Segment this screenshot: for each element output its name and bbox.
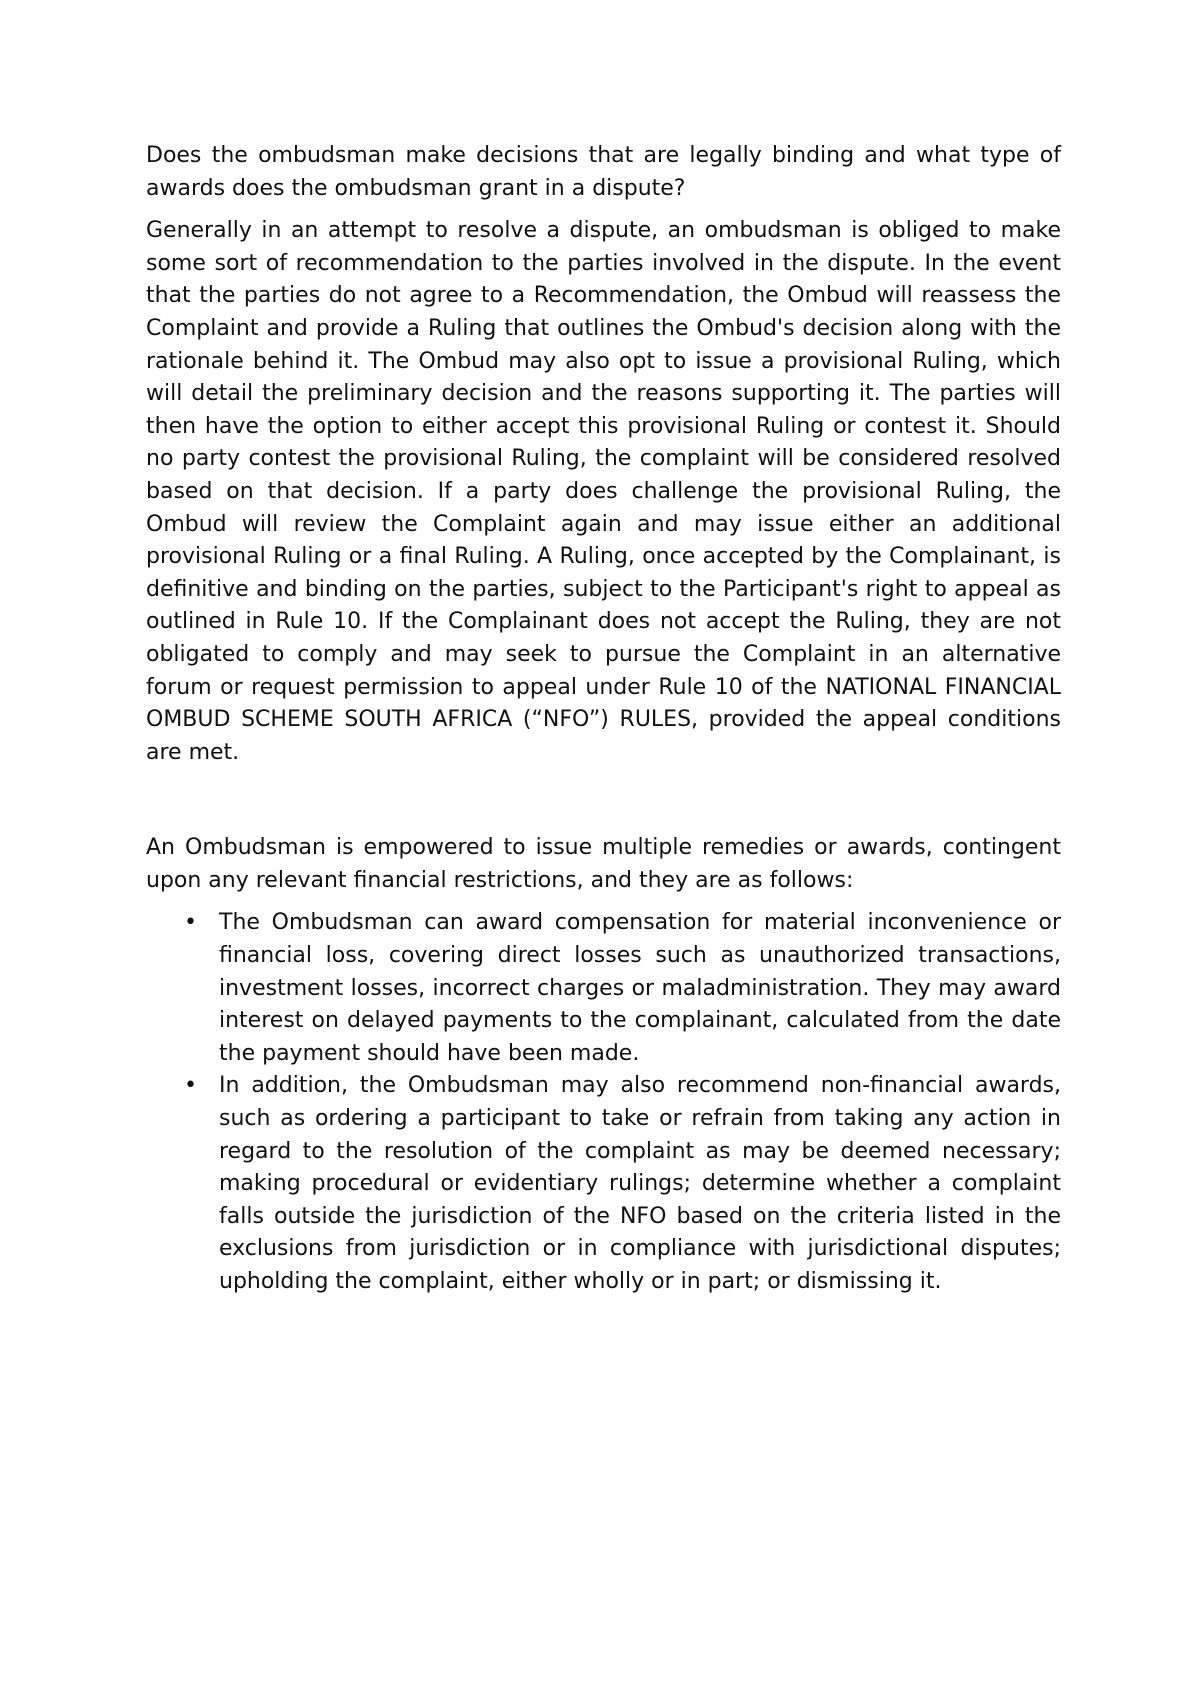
award-item-non-financial <box>146 1070 1061 1298</box>
awards-list <box>146 907 1061 1298</box>
remedies-intro-paragraph: An Ombudsman is empowered to issue multiple remedies or awards, contingent upon any relevant financial restrictions, and they are as follows: <box>146 835 1061 893</box>
award-text: In addition, the Ombudsman may also recommend non-financial awards, such as ordering a participant to take or refrain from taking any action in regard to the resolution of the complaint as may be deemed necessary; making procedural or evidentiary rulings; determine whether a complaint falls outside the jurisdiction of the NFO based on the criteria listed in the exclusions from jurisdiction or in compliance with jurisdictional disputes; upholding the complaint, either wholly or in part; or dismissing it. <box>219 1073 1061 1294</box>
award-text: The Ombudsman can award compensation for material inconvenience or financial loss, covering direct losses such as unauthorized transactions, investment losses, incorrect charges or maladministration. They may award interest on delayed payments to the complainant, calculated from the date the payment should have been made. <box>219 910 1061 1066</box>
bullet-icon: • <box>184 910 197 936</box>
question-paragraph: Does the ombudsman make decisions that are legally binding and what type of awards does the ombudsman grant in a dispute? <box>146 143 1061 201</box>
bullet-icon: • <box>184 1073 197 1099</box>
document-page <box>146 140 1061 1299</box>
award-item-compensation <box>146 907 1061 1070</box>
ruling-paragraph: Generally in an attempt to resolve a dispute, an ombudsman is obliged to make some sort of recommendation to the parties involved in the dispute. In the event that the parties do not agree to a Recommendation, the Ombud will reassess the Complaint and provide a Ruling that outlines the Ombud's decision along with the rationale behind it. The Ombud may also opt to issue a provisional Ruling, which will detail the preliminary decision and the reasons supporting it. The parties will then have the option to either accept this provisional Ruling or contest it. Should no party contest the provisional Ruling, the complaint will be considered resolved based on that decision. If a party does challenge the provisional Ruling, the Ombud will review the Complaint again and may issue either an additional provisional Ruling or a final Ruling. A Ruling, once accepted by the Complainant, is definitive and binding on the parties, subject to the Participant's right to appeal as outlined in Rule 10. If the Complainant does not accept the Ruling, they are not obligated to comply and may seek to pursue the Complaint in an alternative forum or request permission to appeal under Rule 10 of the NATIONAL FINANCIAL OMBUD SCHEME SOUTH AFRICA (“NFO”) RULES, provided the appeal conditions are met. <box>146 218 1061 765</box>
